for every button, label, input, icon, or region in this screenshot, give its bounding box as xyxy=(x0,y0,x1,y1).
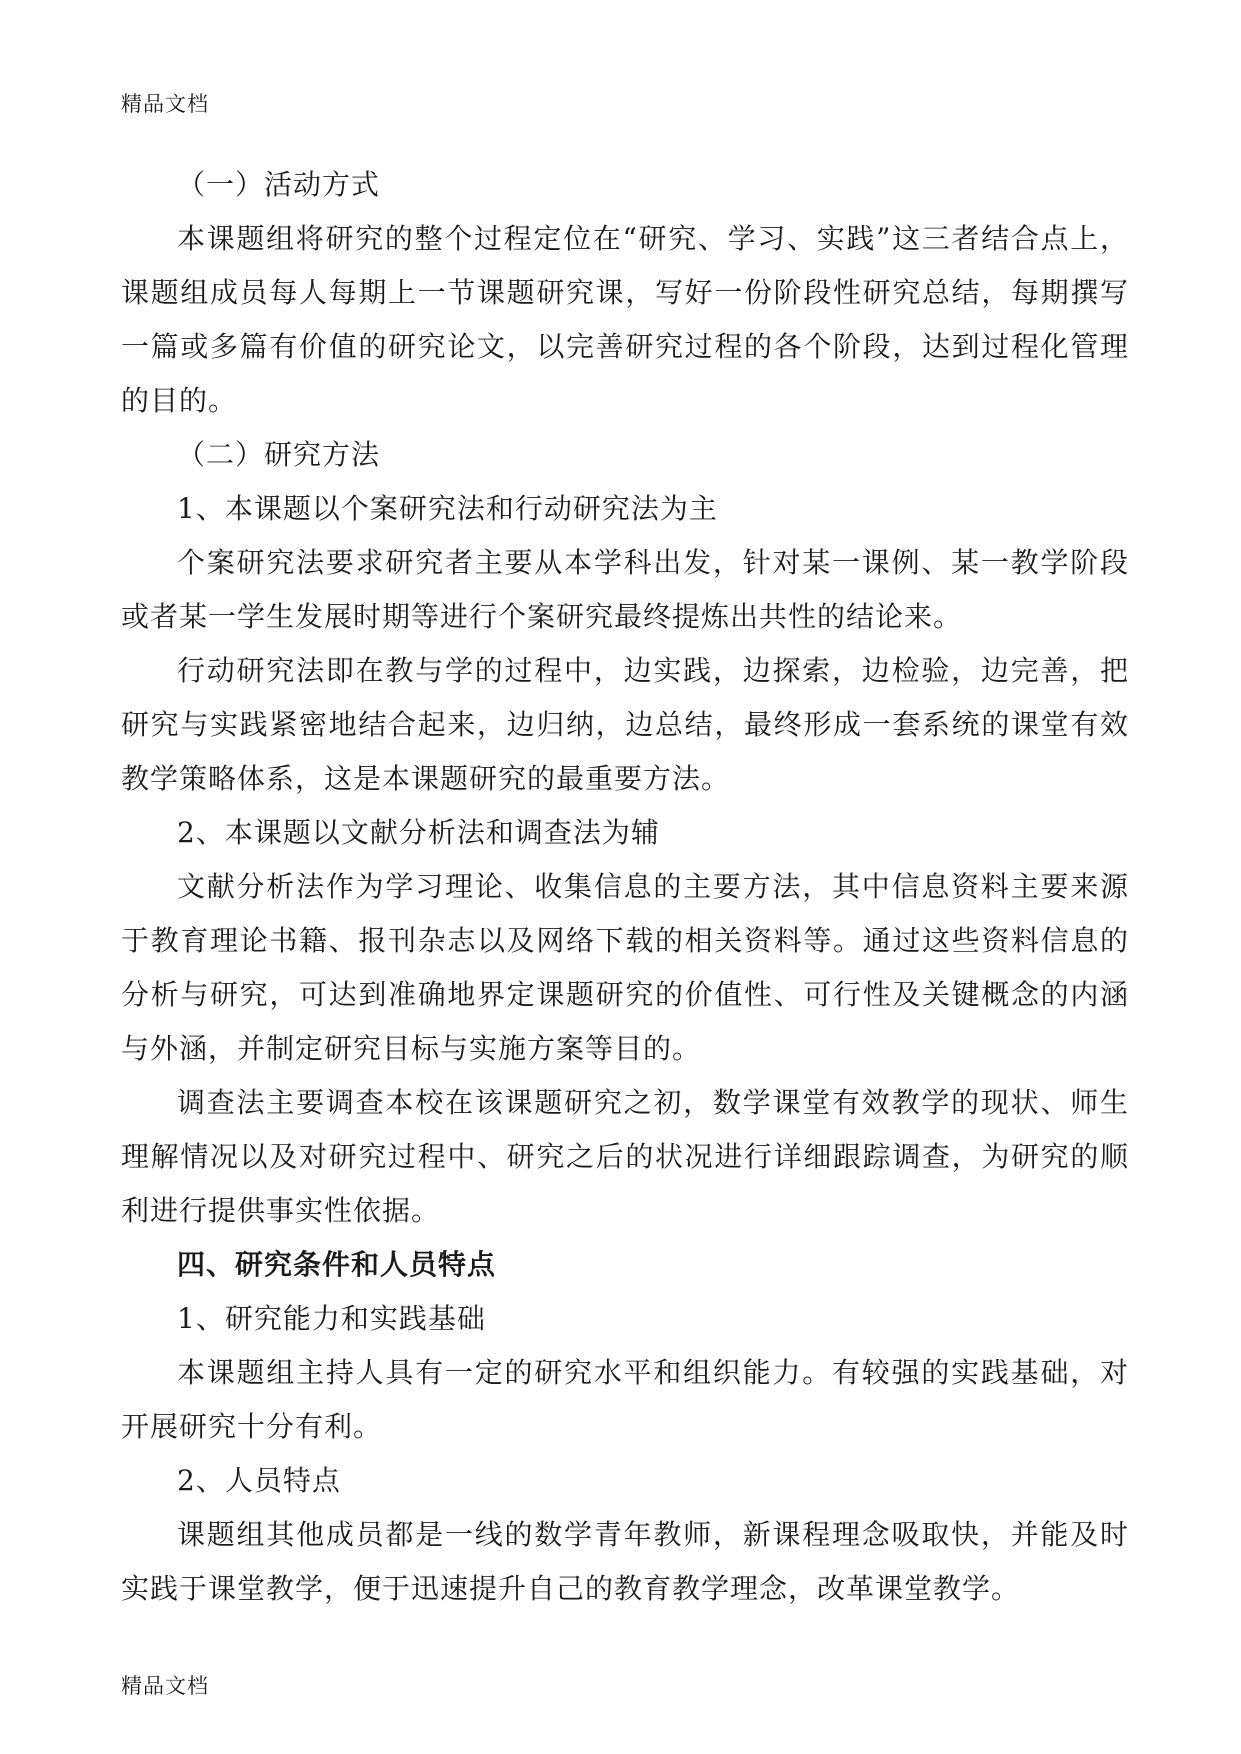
paragraph-activity-description: 本课题组将研究的整个过程定位在“研究、学习、实践”这三者结合点上，课题组成员每人每期上一节课题研究课，写好一份阶段性研究总结，每期撰写一篇或多篇有价值的研究论文，以完善研究过程的各个阶段，达到过程化管理的目的。 xyxy=(121,222,1129,417)
paragraph-case-study: 个案研究法要求研究者主要从本学科出发，针对某一课例、某一教学阶段或者某一学生发展时期等进行个案研究最终提炼出共性的结论来。 xyxy=(121,546,1129,633)
page-header: 精品文档 xyxy=(121,92,209,116)
section-heading-conditions: 四、研究条件和人员特点 xyxy=(177,1248,497,1281)
item-research-ability: 1、研究能力和实践基础 xyxy=(177,1302,486,1335)
paragraph-personnel-features: 课题组其他成员都是一线的数学青年教师，新课程理念吸取快，并能及时实践于课堂教学，便于迅速提升自己的教育教学理念，改革课堂教学。 xyxy=(121,1518,1129,1605)
subheading-activity-mode: （一）活动方式 xyxy=(177,168,381,201)
item-primary-methods: 1、本课题以个案研究法和行动研究法为主 xyxy=(177,492,718,525)
paragraph-action-research: 行动研究法即在教与学的过程中，边实践，边探索，边检验，边完善，把研究与实践紧密地结合起来，边归纳，边总结，最终形成一套系统的课堂有效教学策略体系，这是本课题研究的最重要方法。 xyxy=(121,654,1129,795)
paragraph-literature-analysis: 文献分析法作为学习理论、收集信息的主要方法，其中信息资料主要来源于教育理论书籍、报刊杂志以及网络下载的相关资料等。通过这些资料信息的分析与研究，可达到准确地界定课题研究的价值性、可行性及关键概念的内涵与外涵，并制定研究目标与实施方案等目的。 xyxy=(121,870,1129,1065)
paragraph-research-ability: 本课题组主持人具有一定的研究水平和组织能力。有较强的实践基础，对开展研究十分有利。 xyxy=(121,1356,1129,1443)
paragraph-survey-method: 调查法主要调查本校在该课题研究之初，数学课堂有效教学的现状、师生理解情况以及对研究过程中、研究之后的状况进行详细跟踪调查，为研究的顺利进行提供事实性依据。 xyxy=(121,1086,1129,1227)
subheading-research-methods: （二）研究方法 xyxy=(177,438,381,471)
document-body xyxy=(121,158,1129,1616)
page-footer: 精品文档 xyxy=(121,1674,209,1698)
item-personnel-features: 2、人员特点 xyxy=(177,1464,341,1497)
item-auxiliary-methods: 2、本课题以文献分析法和调查法为辅 xyxy=(177,816,660,849)
